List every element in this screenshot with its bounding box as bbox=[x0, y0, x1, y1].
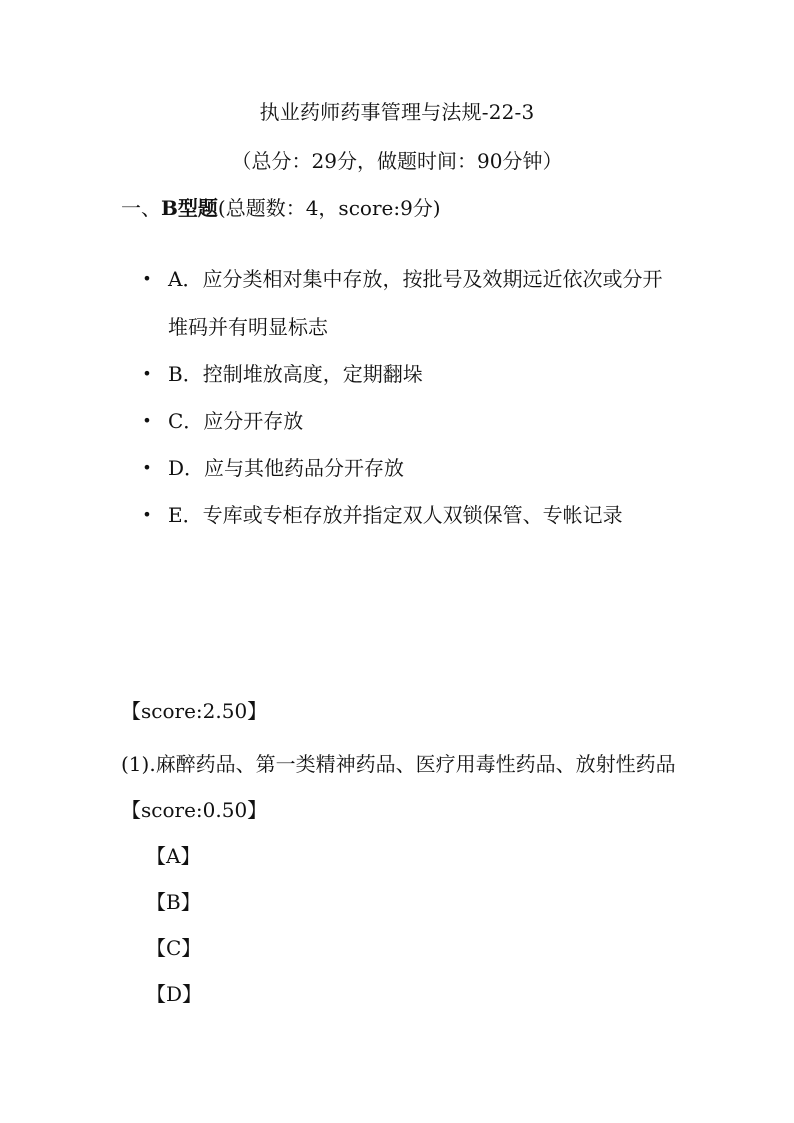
answer-list bbox=[146, 833, 202, 1017]
bullet-icon: • bbox=[142, 364, 152, 383]
option-list bbox=[140, 255, 680, 538]
section-bold-label: B型题 bbox=[161, 196, 218, 220]
option-c bbox=[140, 397, 680, 445]
answer-a: 【A】 bbox=[146, 844, 201, 868]
section-suffix: (总题数：4，score:9分) bbox=[217, 196, 441, 220]
section-prefix: 一、 bbox=[121, 196, 161, 220]
score-block: 【score:2.50】 bbox=[121, 699, 268, 723]
option-b-text: B．控制堆放高度，定期翻垛 bbox=[168, 362, 423, 386]
answer-c: 【C】 bbox=[146, 936, 202, 960]
option-d bbox=[140, 444, 680, 492]
section-heading bbox=[121, 192, 441, 224]
option-e bbox=[140, 491, 680, 539]
option-c-text: C．应分开存放 bbox=[168, 409, 304, 433]
option-b bbox=[140, 350, 680, 398]
option-a-text: A．应分类相对集中存放，按批号及效期远近依次或分开堆码并有明显标志 bbox=[168, 267, 663, 339]
option-e-text: E．专库或专柜存放并指定双人双锁保管、专帐记录 bbox=[168, 503, 623, 527]
option-d-text: D．应与其他药品分开存放 bbox=[168, 456, 405, 480]
bullet-icon: • bbox=[142, 458, 152, 477]
question-1: (1).麻醉药品、第一类精神药品、医疗用毒性药品、放射性药品【score:0.50】 bbox=[121, 752, 676, 822]
bullet-icon: • bbox=[142, 269, 152, 288]
answer-d: 【D】 bbox=[146, 982, 203, 1006]
document-subtitle: （总分：29分，做题时间：90分钟） bbox=[231, 149, 563, 173]
option-a bbox=[140, 255, 680, 351]
bullet-icon: • bbox=[142, 505, 152, 524]
answer-b: 【B】 bbox=[146, 890, 201, 914]
bullet-icon: • bbox=[142, 411, 152, 430]
document-title: 执业药师药事管理与法规-22-3 bbox=[259, 100, 535, 124]
